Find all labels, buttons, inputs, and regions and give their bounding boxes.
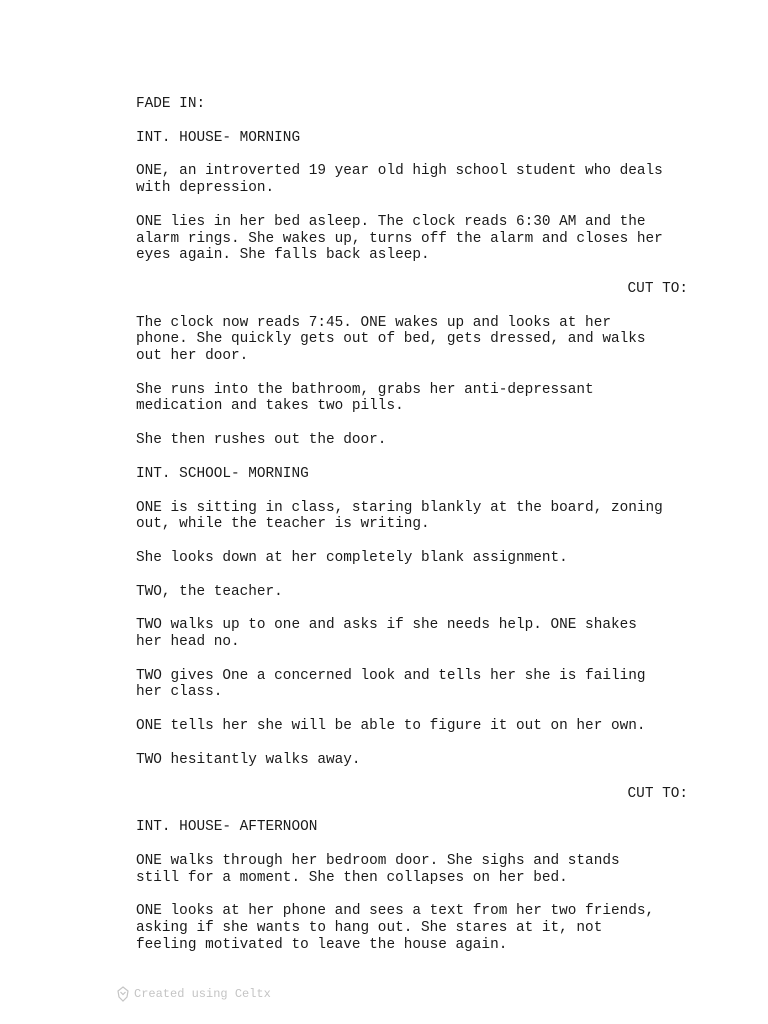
action-paragraph <box>136 617 688 650</box>
script-line: TWO, the teacher. <box>136 583 283 600</box>
celtx-logo-icon <box>116 986 130 1002</box>
script-line: CUT TO: <box>627 280 688 297</box>
transition <box>136 786 688 803</box>
script-line: with depression. <box>136 180 275 197</box>
action-paragraph <box>136 163 688 196</box>
action-paragraph <box>136 432 688 449</box>
footer-text: Created using Celtx <box>134 987 271 1001</box>
script-line: FADE IN: <box>136 96 206 112</box>
script-line: CUT TO: <box>627 785 688 802</box>
script-line: INT. SCHOOL- MORNING <box>136 465 309 482</box>
scene-heading <box>136 466 688 483</box>
scene-heading <box>136 819 688 836</box>
action-paragraph <box>136 853 688 886</box>
footer <box>116 986 271 1002</box>
action-paragraph <box>136 903 688 953</box>
script-line: She then rushes out the door. <box>136 432 387 449</box>
script-line: her class. <box>136 684 223 701</box>
action-paragraph <box>136 718 688 735</box>
script-line: asking if she wants to hang out. She stares at it, not <box>136 920 603 937</box>
action-paragraph <box>136 500 688 533</box>
script-line: INT. HOUSE- MORNING <box>136 129 301 146</box>
transition <box>136 281 688 298</box>
script-line: ONE is sitting in class, staring blankly at the board, zoning <box>136 499 663 516</box>
script-line: still for a moment. She then collapses on her bed. <box>136 869 568 886</box>
script-line: TWO walks up to one and asks if she needs help. ONE shakes <box>136 617 637 634</box>
script-line: eyes again. She falls back asleep. <box>136 247 430 264</box>
screenplay-body <box>136 96 688 971</box>
script-line: She runs into the bathroom, grabs her anti-depressant <box>136 381 594 398</box>
script-line: ONE, an introverted 19 year old high school student who deals <box>136 163 663 180</box>
action-paragraph <box>136 550 688 567</box>
script-line: TWO hesitantly walks away. <box>136 751 361 768</box>
scene-heading <box>136 130 688 147</box>
action-paragraph <box>136 584 688 601</box>
script-line: out, while the teacher is writing. <box>136 516 430 533</box>
script-line: alarm rings. She wakes up, turns off the alarm and closes her <box>136 230 663 247</box>
script-line: ONE lies in her bed asleep. The clock reads 6:30 AM and the <box>136 213 646 230</box>
script-line: her head no. <box>136 634 240 651</box>
script-line: INT. HOUSE- AFTERNOON <box>136 819 318 836</box>
action-paragraph <box>136 214 688 264</box>
script-line: ONE walks through her bedroom door. She sighs and stands <box>136 852 620 869</box>
action-paragraph <box>136 668 688 701</box>
script-line: The clock now reads 7:45. ONE wakes up and looks at her <box>136 314 611 331</box>
transition <box>136 96 688 113</box>
action-paragraph <box>136 752 688 769</box>
script-line: ONE looks at her phone and sees a text from her two friends, <box>136 903 655 920</box>
script-line: ONE tells her she will be able to figure it out on her own. <box>136 718 646 735</box>
action-paragraph <box>136 382 688 415</box>
script-line: out her door. <box>136 348 249 365</box>
script-line: feeling motivated to leave the house again. <box>136 936 508 953</box>
script-line: TWO gives One a concerned look and tells her she is failing <box>136 667 646 684</box>
action-paragraph <box>136 315 688 365</box>
script-line: She looks down at her completely blank assignment. <box>136 549 568 566</box>
script-line: medication and takes two pills. <box>136 398 404 415</box>
script-line: phone. She quickly gets out of bed, gets dressed, and walks <box>136 331 646 348</box>
